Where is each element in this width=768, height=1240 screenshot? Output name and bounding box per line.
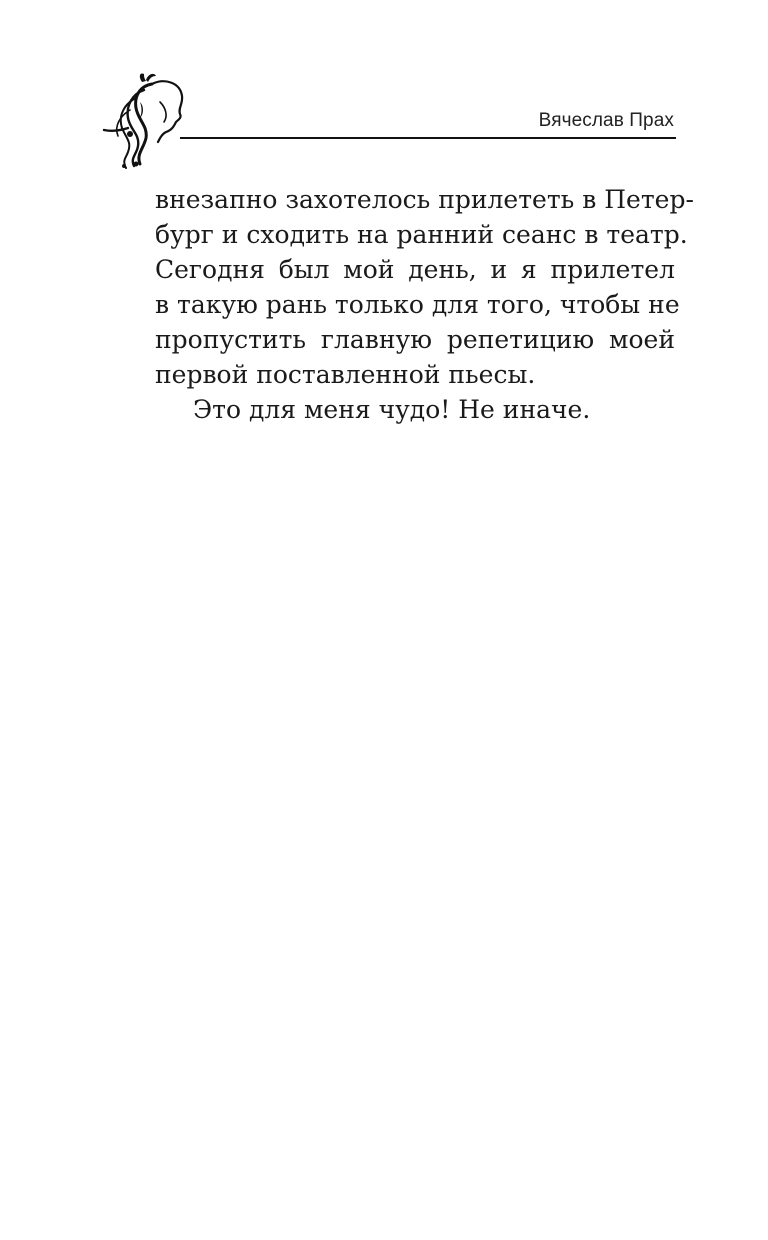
- paragraph-2: [155, 392, 675, 427]
- text-line: Это для меня чудо! Не иначе.: [193, 395, 591, 424]
- silhouette-logo-icon: [100, 72, 186, 172]
- author-name: Вячеслав Прах: [538, 110, 674, 131]
- text-line: бург и сходить на ранний сеанс в театр.: [155, 220, 688, 249]
- body-text: [155, 182, 694, 427]
- text-line: в такую рань только для того, чтобы не: [155, 290, 680, 319]
- text-line: первой поставленной пьесы.: [155, 360, 536, 389]
- running-header: [100, 72, 676, 172]
- text-line: внезапно захотелось прилететь в Петер-: [155, 185, 694, 214]
- text-line: Сегодня был мой день, и я прилетел: [155, 255, 675, 284]
- header-rule: [180, 137, 676, 139]
- paragraph-1: [155, 182, 694, 392]
- text-line: пропустить главную репетицию моей: [155, 325, 675, 354]
